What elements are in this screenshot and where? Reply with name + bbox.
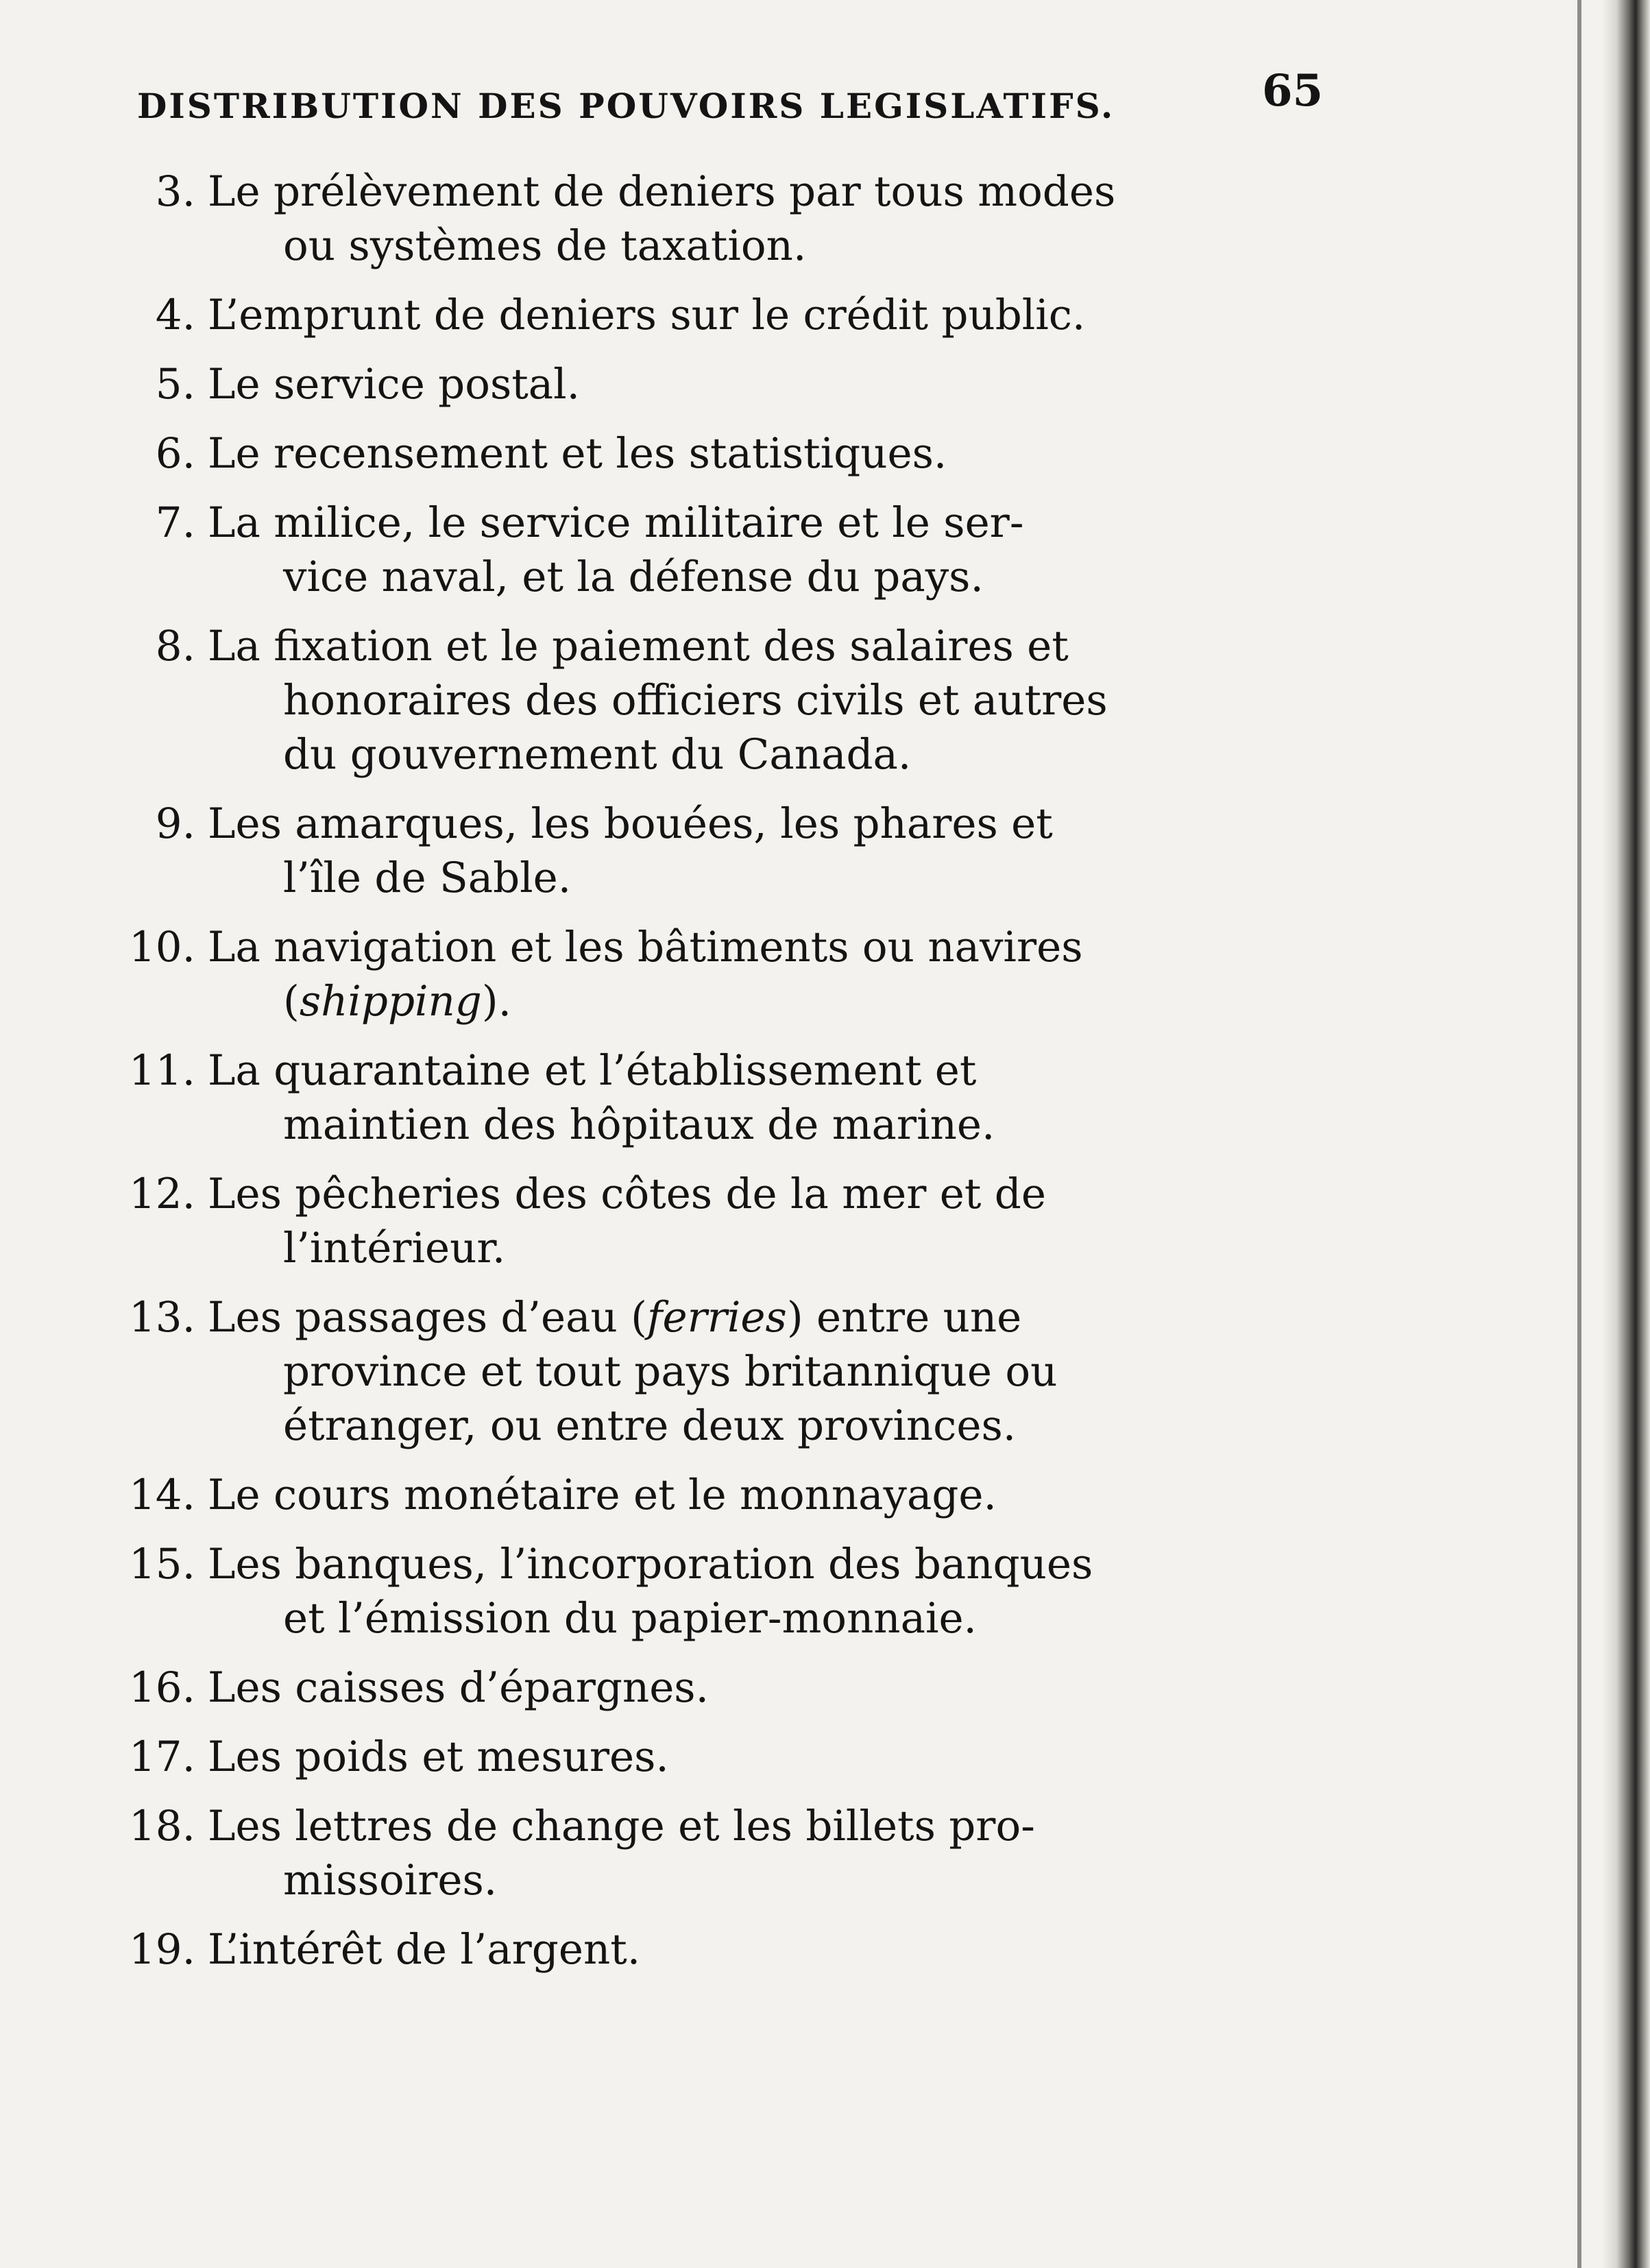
- item-text-line: L’emprunt de deniers sur le crédit public.: [208, 291, 1086, 339]
- item-text-line: (shipping).: [283, 977, 512, 1026]
- item-text-line: L’intérêt de l’argent.: [208, 1925, 641, 1974]
- running-head: DISTRIBUTION DES POUVOIRS LEGISLATIFS.: [137, 86, 1115, 126]
- list-item: [106, 496, 1176, 604]
- item-text-line: et l’émission du papier-monnaie.: [283, 1594, 977, 1643]
- item-number: 10.: [128, 923, 195, 972]
- item-text-line: province et tout pays britannique ou: [283, 1347, 1058, 1396]
- item-text-line: Les amarques, les bouées, les phares et: [208, 799, 1053, 848]
- item-text-line: Les lettres de change et les billets pro-: [208, 1802, 1035, 1850]
- item-text-line: La navigation et les bâtiments ou navires: [208, 923, 1083, 972]
- item-number: 9.: [155, 799, 195, 848]
- item-text-line: Les passages d’eau (ferries) entre une: [208, 1293, 1022, 1342]
- item-text-line: du gouvernement du Canada.: [283, 730, 912, 779]
- list-item: [106, 426, 1176, 481]
- item-text-line: La fixation et le paiement des salaires et: [208, 622, 1069, 671]
- item-text-line: Le recensement et les statistiques.: [208, 429, 947, 478]
- item-text-line: étranger, ou entre deux provinces.: [283, 1401, 1017, 1450]
- page-number: 65: [1261, 65, 1323, 117]
- item-number: 12.: [128, 1170, 195, 1218]
- item-text-line: Les banques, l’incorporation des banques: [208, 1540, 1093, 1589]
- list-item: [106, 797, 1176, 905]
- item-number: 17.: [128, 1733, 195, 1781]
- item-text-line: l’intérieur.: [283, 1224, 506, 1272]
- list-item: [106, 1799, 1176, 1907]
- list-item: [106, 165, 1176, 273]
- item-number: 6.: [155, 429, 195, 478]
- item-text-line: l’île de Sable.: [283, 854, 572, 902]
- item-number: 7.: [155, 498, 195, 547]
- item-number: 11.: [128, 1046, 195, 1095]
- item-text-line: Les pêcheries des côtes de la mer et de: [208, 1170, 1046, 1218]
- item-text-line: Le prélèvement de deniers par tous modes: [208, 167, 1116, 216]
- list-item: [106, 1468, 1176, 1522]
- item-number: 3.: [155, 167, 195, 216]
- list-item: [106, 1167, 1176, 1275]
- item-text-line: Les poids et mesures.: [208, 1733, 669, 1781]
- list-item: [106, 1537, 1176, 1645]
- item-text-line: Le cours monétaire et le monnayage.: [208, 1471, 997, 1519]
- item-text-line: maintien des hôpitaux de marine.: [283, 1100, 995, 1149]
- book-binding-edge: [1602, 0, 1650, 2268]
- list-item: [106, 1290, 1176, 1453]
- item-number: 19.: [128, 1925, 195, 1974]
- list-item: [106, 357, 1176, 411]
- item-text-line: La quarantaine et l’établissement et: [208, 1046, 977, 1095]
- item-text-line: vice naval, et la défense du pays.: [283, 553, 984, 601]
- item-number: 14.: [128, 1471, 195, 1519]
- item-number: 16.: [128, 1663, 195, 1712]
- list-item: [106, 1922, 1176, 1977]
- item-number: 4.: [155, 291, 195, 339]
- item-number: 15.: [128, 1540, 195, 1589]
- list-item: [106, 1661, 1176, 1715]
- item-text-line: ou systèmes de taxation.: [283, 221, 807, 270]
- binding-line: [1577, 0, 1581, 2268]
- list-item: [106, 1043, 1176, 1152]
- item-number: 13.: [128, 1293, 195, 1342]
- item-text-line: Le service postal.: [208, 360, 581, 409]
- item-text-line: honoraires des officiers civils et autres: [283, 676, 1108, 725]
- list-item: [106, 288, 1176, 342]
- enumerated-list: [106, 165, 1176, 1992]
- item-text-line: Les caisses d’épargnes.: [208, 1663, 709, 1712]
- item-text-line: missoires.: [283, 1856, 498, 1905]
- list-item: [106, 619, 1176, 782]
- page-header: [130, 65, 1350, 134]
- list-item: [106, 1730, 1176, 1784]
- item-number: 5.: [155, 360, 195, 409]
- item-number: 18.: [128, 1802, 195, 1850]
- item-text-line: La milice, le service militaire et le ser-: [208, 498, 1024, 547]
- item-number: 8.: [155, 622, 195, 671]
- list-item: [106, 920, 1176, 1028]
